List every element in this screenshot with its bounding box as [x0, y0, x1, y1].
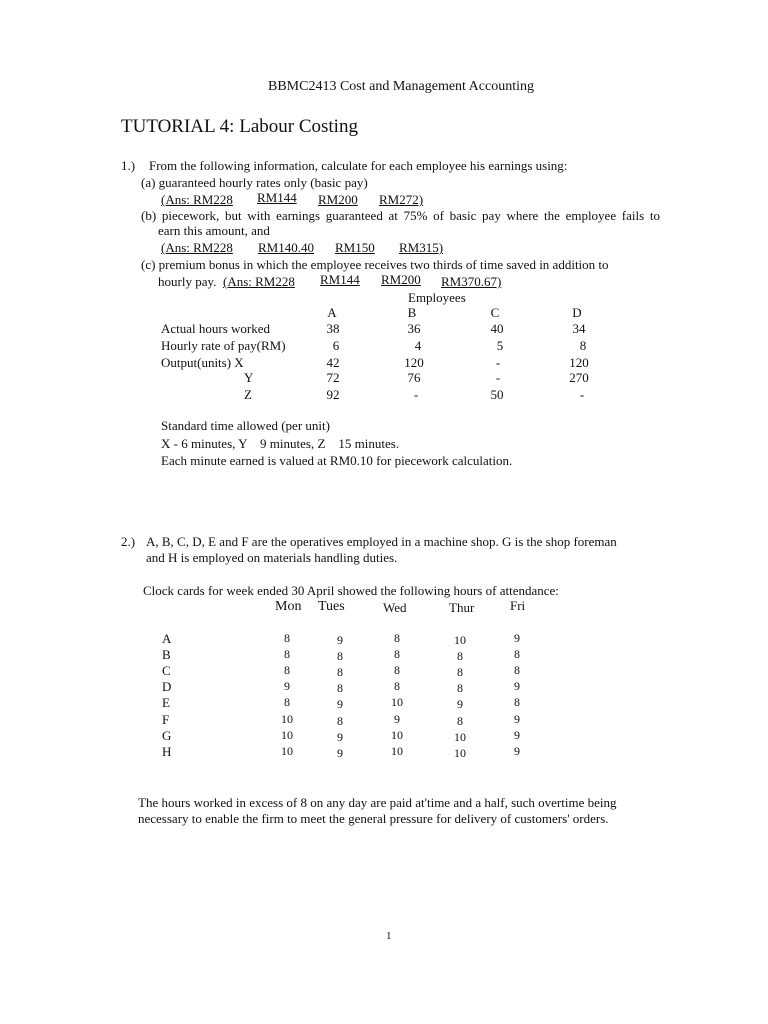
- page-number: 1: [386, 930, 392, 942]
- attendance-cell: 9: [514, 679, 520, 693]
- attendance-cell: 8: [337, 714, 343, 728]
- attendance-cell: 10: [281, 744, 293, 758]
- attendance-cell: 10: [391, 744, 403, 758]
- attendance-cell: 9: [514, 744, 520, 758]
- attendance-row-label: G: [162, 728, 172, 743]
- table-cell: -: [579, 387, 585, 402]
- attendance-cell: 8: [394, 647, 400, 661]
- table-cell: -: [495, 370, 501, 385]
- q1-a-answer-c: RM200: [318, 192, 358, 207]
- q1-c-answer-c: RM200: [381, 272, 421, 287]
- q1-b-answer-b: RM140.40: [258, 240, 314, 255]
- attendance-cell: 9: [337, 697, 343, 711]
- attendance-cell: 8: [457, 681, 463, 695]
- attendance-cell: 9: [337, 633, 343, 647]
- attendance-cell: 8: [457, 649, 463, 663]
- clock-cards-text: Clock cards for week ended 30 April showed the following hours of attendance:: [143, 583, 559, 598]
- attendance-cell: 9: [457, 697, 463, 711]
- table-cell: 8: [579, 338, 587, 353]
- q2-intro-line2: and H is employed on materials handling duties.: [146, 550, 398, 565]
- q1-b-answer-a: (Ans: RM228: [161, 240, 233, 255]
- col-header-a: A: [327, 305, 337, 320]
- q1-part-c-line1: (c) premium bonus in which the employee receives two thirds of time saved in addition to: [141, 257, 609, 272]
- col-header-c: C: [490, 305, 500, 320]
- table-row-label: Output(units) X: [161, 355, 244, 370]
- col-header-b: B: [407, 305, 417, 320]
- attendance-cell: 9: [337, 746, 343, 760]
- attendance-cell: 8: [514, 695, 520, 709]
- table-cell: 76: [407, 370, 421, 385]
- table-cell: 72: [326, 370, 340, 385]
- q1-a-answer-b: RM144: [257, 190, 297, 205]
- overtime-line1: The hours worked in excess of 8 on any day are paid at'time and a half, such overtime being: [138, 795, 617, 810]
- attendance-cell: 9: [514, 631, 520, 645]
- table-row-label: Hourly rate of pay(RM): [161, 338, 286, 353]
- attendance-row-label: B: [162, 647, 171, 662]
- q1-a-answer-d: RM272): [379, 192, 424, 207]
- attendance-cell: 8: [337, 649, 343, 663]
- standard-time-values: X - 6 minutes, Y 9 minutes, Z 15 minutes.: [161, 436, 400, 451]
- attendance-row-label: F: [162, 712, 170, 727]
- table-cell: 5: [496, 338, 504, 353]
- q1-a-answer-a: (Ans: RM228: [161, 192, 233, 207]
- attendance-cell: 10: [454, 633, 466, 647]
- q1-b-answer-d: RM315): [399, 240, 444, 255]
- day-header-wed: Wed: [383, 600, 407, 615]
- attendance-cell: 8: [514, 647, 520, 661]
- q1-c-answer-a: (Ans: RM228: [223, 274, 295, 289]
- table-cell: 120: [404, 355, 424, 370]
- attendance-cell: 10: [454, 730, 466, 744]
- attendance-cell: 8: [394, 679, 400, 693]
- table-cell: 40: [490, 321, 504, 336]
- q1-part-c-line2: hourly pay.: [158, 274, 217, 289]
- q2-number: 2.): [121, 534, 136, 549]
- table-cell: 36: [407, 321, 421, 336]
- attendance-cell: 8: [394, 663, 400, 677]
- attendance-cell: 8: [457, 714, 463, 728]
- table-cell: 50: [490, 387, 504, 402]
- table-cell: 34: [572, 321, 586, 336]
- table-cell: -: [413, 387, 419, 402]
- attendance-cell: 8: [284, 631, 290, 645]
- table-cell: 38: [326, 321, 340, 336]
- attendance-cell: 9: [514, 728, 520, 742]
- q2-intro-line1: A, B, C, D, E and F are the operatives employed in a machine shop. G is the shop foreman: [146, 534, 617, 549]
- attendance-cell: 10: [454, 746, 466, 760]
- col-header-d: D: [572, 305, 582, 320]
- q1-b-answer-c: RM150: [335, 240, 375, 255]
- attendance-cell: 8: [337, 681, 343, 695]
- attendance-cell: 10: [391, 728, 403, 742]
- attendance-row-label: D: [162, 679, 172, 694]
- table-cell: 120: [569, 355, 589, 370]
- overtime-line2: necessary to enable the firm to meet the general pressure for delivery of customers' orders.: [138, 811, 609, 826]
- attendance-cell: 8: [457, 665, 463, 679]
- table-cell: -: [495, 355, 501, 370]
- table-row-label: Z: [244, 387, 252, 402]
- attendance-cell: 8: [284, 663, 290, 677]
- day-header-tues: Tues: [318, 599, 345, 614]
- table-group-header: Employees: [408, 290, 466, 305]
- table-cell: 4: [414, 338, 422, 353]
- attendance-cell: 8: [514, 663, 520, 677]
- table-cell: 270: [569, 370, 589, 385]
- attendance-cell: 9: [514, 712, 520, 726]
- q1-part-a: (a) guaranteed hourly rates only (basic pay): [141, 175, 368, 190]
- table-row-label: Actual hours worked: [161, 321, 271, 336]
- course-header: BBMC2413 Cost and Management Accounting: [268, 79, 534, 94]
- day-header-thur: Thur: [449, 600, 475, 615]
- table-cell: 42: [326, 355, 340, 370]
- day-header-mon: Mon: [275, 599, 302, 614]
- attendance-cell: 8: [394, 631, 400, 645]
- attendance-row-label: C: [162, 663, 171, 678]
- attendance-row-label: A: [162, 631, 172, 646]
- attendance-cell: 8: [337, 665, 343, 679]
- page-title: TUTORIAL 4: Labour Costing: [121, 116, 358, 137]
- q1-number: 1.): [121, 158, 136, 173]
- q1-c-answer-b: RM144: [320, 272, 360, 287]
- q1-c-answer-d: RM370.67): [441, 274, 502, 289]
- standard-time-title: Standard time allowed (per unit): [161, 418, 330, 433]
- table-cell: 92: [326, 387, 340, 402]
- attendance-cell: 9: [284, 679, 290, 693]
- attendance-cell: 8: [284, 647, 290, 661]
- attendance-cell: 9: [337, 730, 343, 744]
- attendance-row-label: E: [162, 695, 170, 710]
- day-header-fri: Fri: [510, 598, 526, 613]
- attendance-cell: 9: [394, 712, 400, 726]
- attendance-row-label: H: [162, 744, 172, 759]
- q1-intro: From the following information, calculate for each employee his earnings using:: [149, 158, 568, 173]
- q1-part-b-line2: earn this amount, and: [158, 223, 270, 238]
- attendance-cell: 10: [281, 728, 293, 742]
- table-row-label: Y: [244, 370, 254, 385]
- attendance-cell: 8: [284, 695, 290, 709]
- table-cell: 6: [332, 338, 340, 353]
- attendance-cell: 10: [391, 695, 403, 709]
- attendance-cell: 10: [281, 712, 293, 726]
- q1-part-b-line1: (b) piecework, but with earnings guaranteed at 75% of basic pay where the employee fails to: [141, 208, 660, 223]
- piecework-note: Each minute earned is valued at RM0.10 for piecework calculation.: [161, 453, 513, 468]
